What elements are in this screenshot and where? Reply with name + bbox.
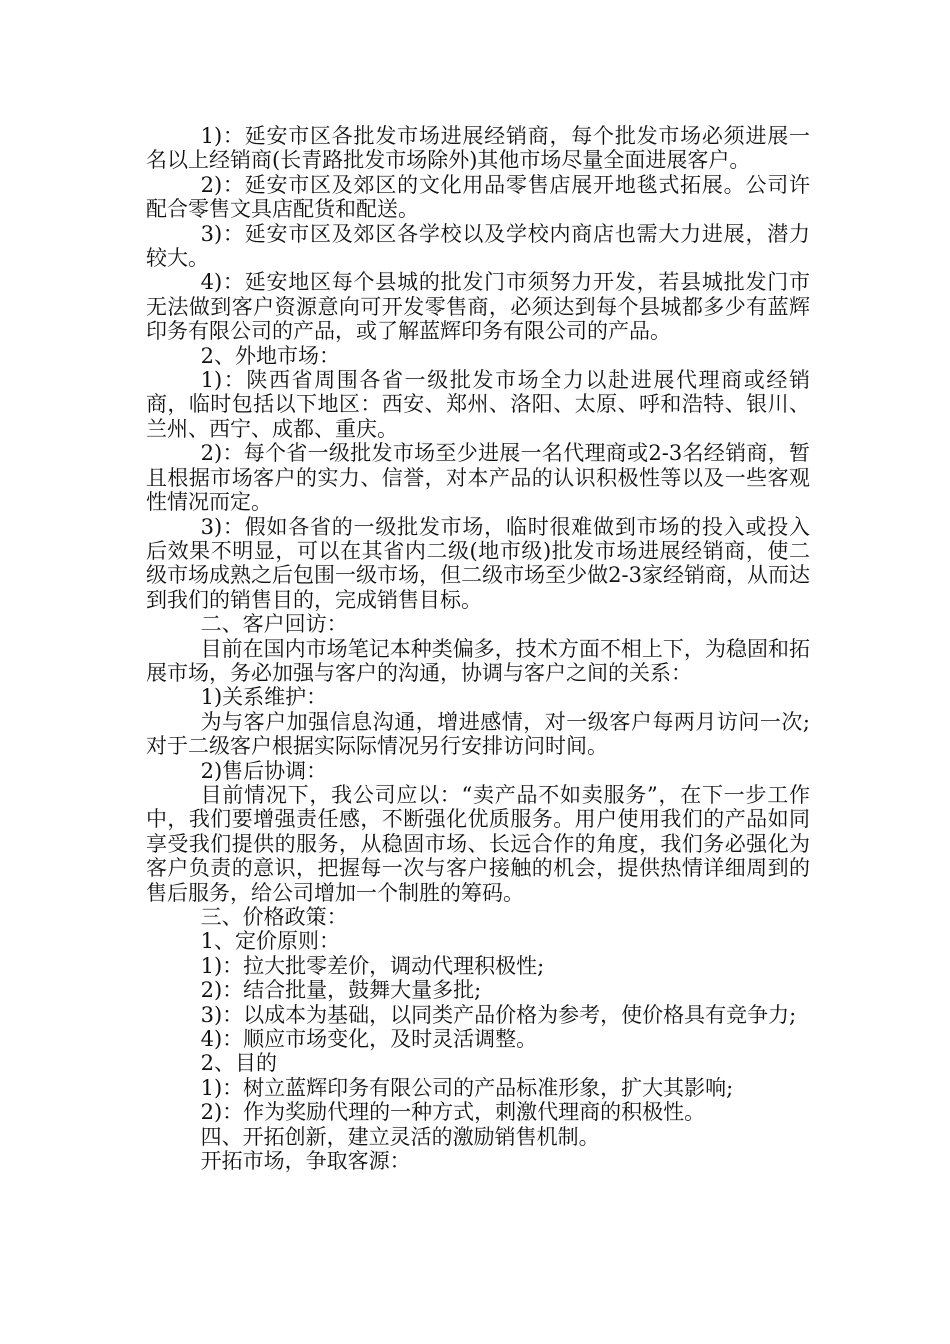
paragraph: 目前情况下，我公司应以：“卖产品不如卖服务”，在下一步工作中，我们要增强责任感，不断强化优质服务。用户使用我们的产品如同享受我们提供的服务，从稳固市场、长远合作的角度，我们务必强化为客户负责的意识，把握每一次与客户接触的机会，提供热情详细周到的售后服务，给公司增加一个制胜的筹码。 [146,782,810,905]
document-body [146,124,810,1173]
paragraph: 2)：结合批量，鼓舞大量多批; [200,978,482,1003]
subsection-heading: 2、目的 [200,1051,277,1076]
paragraph: 1)：拉大批零差价，调动代理积极性; [200,953,545,978]
section-heading: 三、价格政策： [200,905,348,929]
section-heading: 二、客户回访： [200,612,348,637]
paragraph: 3)：延安市区及郊区各学校以及学校内商店也需大力进展，潜力较大。 [146,221,810,271]
paragraph: 1)：陕西省周围各省一级批发市场全力以赴进展代理商或经销商，临时包括以下地区：西安、郑州、洛阳、太原、呼和浩特、银川、兰州、西宁、成都、重庆。 [146,368,810,441]
paragraph: 3)：假如各省的一级批发市场，临时很难做到市场的投入或投入后效果不明显，可以在其省内二级(地市级)批发市场进展经销商，使二级市场成熟之后包围一级市场，但二级市场至少做2-3家经销商，从而达到我们的销售目的，完成销售目标。 [146,514,810,612]
subsection-heading: 1)关系维护： [200,685,328,710]
subsection-heading: 1、定价原则： [200,929,340,954]
paragraph: 1)：延安市区各批发市场进展经销商，每个批发市场必须进展一名以上经销商(长青路批发市场除外)其他市场尽量全面进展客户。 [146,124,810,173]
paragraph: 开拓市场，争取客源： [200,1149,411,1174]
paragraph: 目前在国内市场笔记本种类偏多，技术方面不相上下，为稳固和拓展市场，务必加强与客户的沟通，协调与客户之间的关系： [146,636,810,685]
paragraph: 2)：作为奖励代理的一种方式，刺激代理商的积极性。 [200,1100,706,1125]
paragraph: 2)：延安市区及郊区的文化用品零售店展开地毯式拓展。公司许配合零售文具店配货和配送。 [146,172,810,222]
paragraph: 2)：每个省一级批发市场至少进展一名代理商或2-3名经销商，暂且根据市场客户的实力、信誉，对本产品的认识积极性等以及一些客观性情况而定。 [146,441,810,515]
subsection-heading: 2)售后协调： [200,758,328,783]
section-heading: 四、开拓创新，建立灵活的激励销售机制。 [200,1124,600,1149]
paragraph: 为与客户加强信息沟通，增进感情，对一级客户每两月访问一次;对于二级客户根据实际际情况另行安排访问时间。 [146,709,810,759]
paragraph: 3)：以成本为基础，以同类产品价格为参考，使价格具有竞争力; [200,1002,797,1027]
paragraph: 1)：树立蓝辉印务有限公司的产品标准形象，扩大其影响; [200,1075,734,1100]
section-heading: 2、外地市场： [200,343,340,368]
paragraph: 4)：延安地区每个县城的批发门市须努力开发，若县城批发门市无法做到客户资源意向可开发零售商，必须达到每个县城都多少有蓝辉印务有限公司的产品，或了解蓝辉印务有限公司的产品。 [146,270,810,344]
paragraph: 4)：顺应市场变化，及时灵活调整。 [200,1027,538,1052]
